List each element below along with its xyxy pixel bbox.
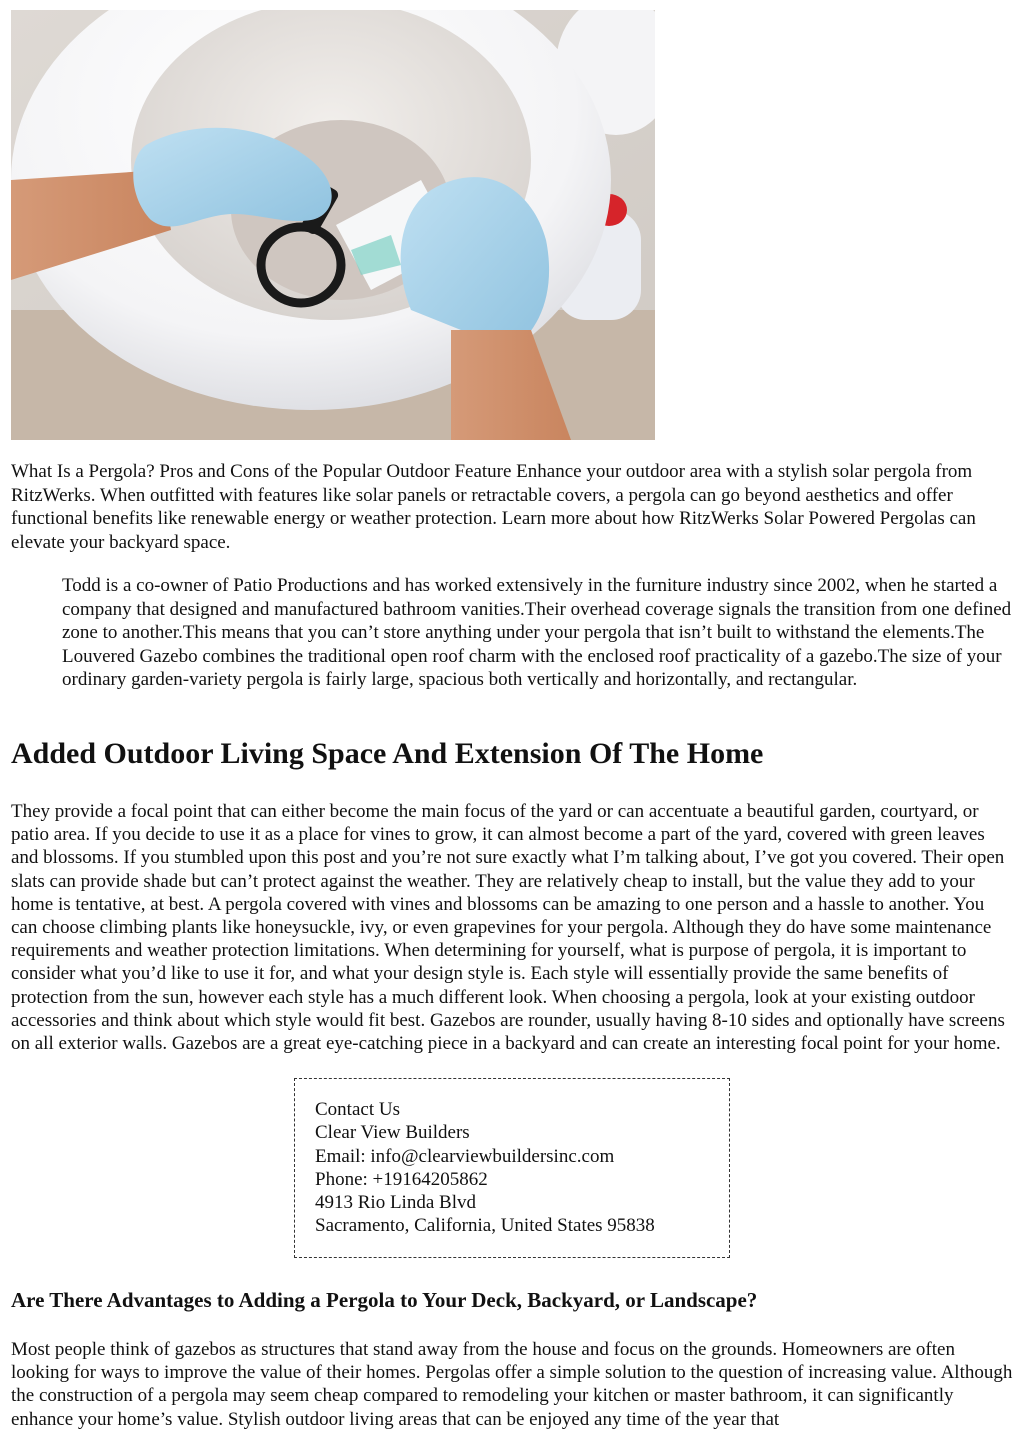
section-body-advantages: Most people think of gazebos as structures that stand away from the house and focus on the grounds. Homeowners are often looking for ways to improve the value of their homes. Pergolas offer a simple solution to the question of increasing value. Although the construction of a pergola may seem cheap compared to remodeling your kitchen or master bathroom, it can significantly enhance your home’s value. Stylish outdoor living areas that can be enjoyed any time of the year that [11, 1339, 1013, 1430]
article-photo [11, 10, 655, 440]
blockquote: Todd is a co-owner of Patio Productions and has worked extensively in the furniture industry since 2002, when he started a company that designed and manufactured bathroom vanities.Their overhead coverage signals the transition from one defined zone to another.This means that you can’t store anything under your pergola that isn’t built to withstand the elements.The Louvered Gazebo combines the traditional open roof charm with the enclosed roof practicality of a gazebo.The size of your ordinary garden-variety pergola is fairly large, spacious both vertically and horizontally, and rectangular. [62, 575, 1012, 690]
contact-street: 4913 Rio Linda Blvd [315, 1192, 476, 1214]
intro-paragraph: What Is a Pergola? Pros and Cons of the Popular Outdoor Feature Enhance your outdoor area with a stylish solar pergola from RitzWerks. When outfitted with features like solar panels or retractable covers, a pergola can go beyond aesthetics and offer functional benefits like renewable energy or weather protection. Learn more about how RitzWerks Solar Powered Pergolas can elevate your backyard space. [11, 461, 976, 553]
contact-city: Sacramento, California, United States 95838 [315, 1215, 655, 1237]
contact-box [294, 1078, 730, 1258]
section-heading-outdoor-living: Added Outdoor Living Space And Extension Of The Home [11, 737, 764, 770]
section-body-outdoor-living: They provide a focal point that can either become the main focus of the yard or can accentuate a beautiful garden, courtyard, or patio area. If you decide to use it as a place for vines to grow, it can almost become a part of the yard, covered with green leaves and blossoms. If you stumbled upon this post and you’re not sure exactly what I’m talking about, I’ve got you covered. Their open slats can provide shade but can’t protect against the weather. They are relatively cheap to install, but the value they add to your home is tentative, at best. A pergola covered with vines and blossoms can be amazing to one person and a hassle to another. You can choose climbing plants like honeysuckle, ivy, or even grapevines for your pergola. Although they do have some maintenance requirements and weather protection limitations. When determining for yourself, what is purpose of pergola, it is important to consider what you’d like to use it for, and what your design style is. Each style will essentially provide the same benefits of protection from the sun, however each style has a much different look. When choosing a pergola, look at your existing outdoor accessories and think about which style would fit best. Gazebos are rounder, usually having 8-10 sides and optionally have screens on all exterior walls. Gazebos are a great eye-catching piece in a backyard and can create an interesting focal point for your home. [11, 801, 1005, 1055]
section-heading-advantages: Are There Advantages to Adding a Pergola to Your Deck, Backyard, or Landscape? [11, 1288, 758, 1312]
contact-phone: Phone: +19164205862 [315, 1168, 488, 1190]
contact-email: Email: info@clearviewbuildersinc.com [315, 1145, 615, 1167]
photo-gloved-hands-cleaning-toilet-icon [11, 10, 655, 440]
contact-company: Clear View Builders [315, 1122, 470, 1144]
contact-title: Contact Us [315, 1099, 400, 1120]
